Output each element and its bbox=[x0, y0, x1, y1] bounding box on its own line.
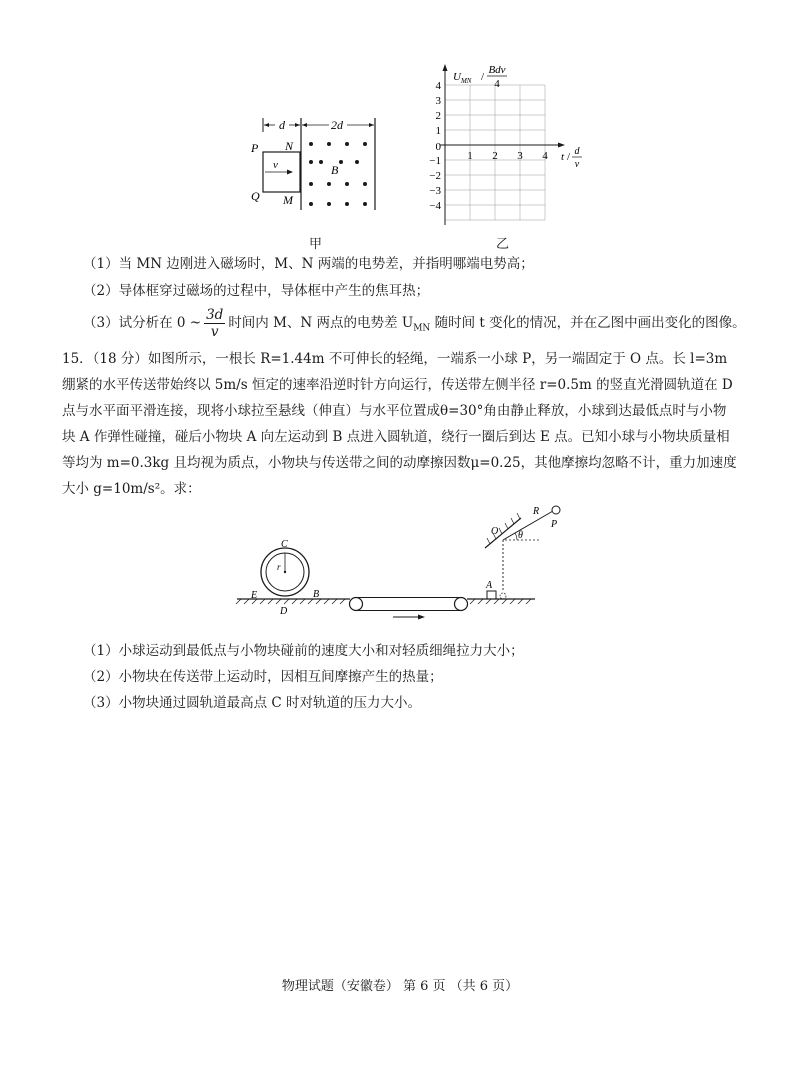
label-M: M bbox=[283, 193, 293, 207]
y-tick: −2 bbox=[429, 170, 441, 182]
y-tick: −1 bbox=[429, 155, 441, 167]
q14-part3-end: 随时间 t 变化的情况，并在乙图中画出变化的图像。 bbox=[430, 315, 746, 331]
figure-yi-caption: 乙 bbox=[496, 237, 510, 252]
label-r: r bbox=[277, 562, 281, 572]
q14-part1: （1）当 MN 边刚进入磁场时，M、N 两端的电势差，并指明哪端电势高； bbox=[83, 256, 534, 272]
x-axis-label: t bbox=[561, 151, 565, 163]
x-axis-slash: / bbox=[567, 151, 571, 163]
q15-part2: （2）小物块在传送带上运动时，因相互间摩擦产生的热量； bbox=[83, 669, 443, 685]
y-axis-frac-den: 4 bbox=[494, 78, 500, 90]
x-tick: 2 bbox=[492, 150, 498, 162]
ground-hatch-right bbox=[470, 599, 531, 604]
q14-part3-pre: （3）试分析在 0 ~ bbox=[83, 315, 202, 331]
y-tick: −3 bbox=[429, 185, 441, 197]
page-footer: 物理试题（安徽卷） 第 6 页 （共 6 页） bbox=[281, 979, 519, 994]
figure-jia-caption: 甲 bbox=[309, 237, 323, 252]
x-axis-frac-num: d bbox=[574, 146, 580, 157]
label-O: O bbox=[491, 526, 499, 537]
y-axis-frac-num: Bdv bbox=[488, 64, 506, 76]
y-tick: 4 bbox=[435, 80, 441, 92]
q15-part1: （1）小球运动到最低点与小物块碰前的速度大小和对轻质细绳拉力大小； bbox=[83, 643, 524, 659]
block-A bbox=[487, 591, 496, 599]
label-R: R bbox=[533, 506, 540, 517]
label-E: E bbox=[251, 590, 258, 601]
label-Q: Q bbox=[251, 189, 260, 203]
y-tick: 3 bbox=[435, 95, 441, 107]
dim-d-label: d bbox=[279, 118, 285, 132]
y-tick: 1 bbox=[435, 125, 441, 137]
y-tick: −4 bbox=[429, 200, 441, 212]
label-A: A bbox=[486, 580, 493, 591]
y-axis-slash: / bbox=[481, 71, 485, 83]
belt-direction-arrow bbox=[418, 615, 425, 620]
x-axis-frac-den: v bbox=[574, 159, 580, 170]
label-B: B bbox=[313, 589, 320, 600]
y-axis-label: $U_{MN}$ bbox=[453, 71, 472, 85]
label-P: P bbox=[251, 141, 259, 155]
q15-intro: 15．（18 分）如图所示，一根长 R=1.44m 不可伸长的轻绳，一端系一小球 P，另一端固定于 O 点。长 l=3m 绷紧的水平传送带始终以 5m/s 恒定的速率沿逆时针方向运行，传送带左侧半径 r=0.5m 的竖直光滑圆轨道在 D 点与水平面平滑连接，现将小球拉至悬线（伸直）与水平位置成θ=30°角由静止释放，小球到达最低点时与小物块 A 作弹性碰撞，碰后小物块 A 向左运动到 B 点进入圆轨道，绕行一圈后到达 E 点。已知小球与小物块质量相等均为 m=0.3kg 且均视为质点，小物块与传送带之间的动摩擦因数μ=0.25，其他摩擦均忽略不计，重力加速度大小 g=10m/s²。求： bbox=[62, 351, 737, 497]
pulley-right bbox=[455, 598, 468, 611]
q15-part3: （3）小物块通过圆轨道最高点 C 时对轨道的压力大小。 bbox=[83, 695, 422, 711]
label-N: N bbox=[285, 139, 294, 153]
label-B: B bbox=[331, 163, 339, 177]
label-theta: θ bbox=[518, 530, 523, 541]
pulley-left bbox=[350, 598, 363, 611]
q14-part2: （2）导体框穿过磁场的过程中，导体框中产生的焦耳热； bbox=[83, 283, 430, 299]
dim-2d-label: 2d bbox=[331, 118, 343, 132]
ball-P bbox=[552, 506, 560, 514]
q14-part3 bbox=[83, 306, 746, 346]
figure-jia bbox=[245, 110, 385, 220]
x-tick: 1 bbox=[467, 150, 473, 162]
label-D: D bbox=[280, 606, 288, 617]
x-tick: 4 bbox=[542, 150, 548, 162]
y-tick: 0 bbox=[435, 141, 441, 153]
figure-yi-graph bbox=[415, 60, 590, 230]
figure-q15 bbox=[235, 500, 575, 620]
label-C: C bbox=[281, 539, 288, 550]
x-tick: 3 bbox=[517, 150, 523, 162]
label-v: v bbox=[273, 159, 278, 171]
label-P: P bbox=[551, 519, 558, 530]
q14-part3-fraction: $\frac{3d}{v}$ bbox=[206, 307, 224, 340]
q14-part3-post: 时间内 M、N 两点的电势差 U bbox=[228, 315, 414, 331]
y-tick-labels bbox=[429, 80, 441, 212]
q14-part3-sub: MN bbox=[413, 323, 431, 334]
y-tick: 2 bbox=[435, 110, 441, 122]
